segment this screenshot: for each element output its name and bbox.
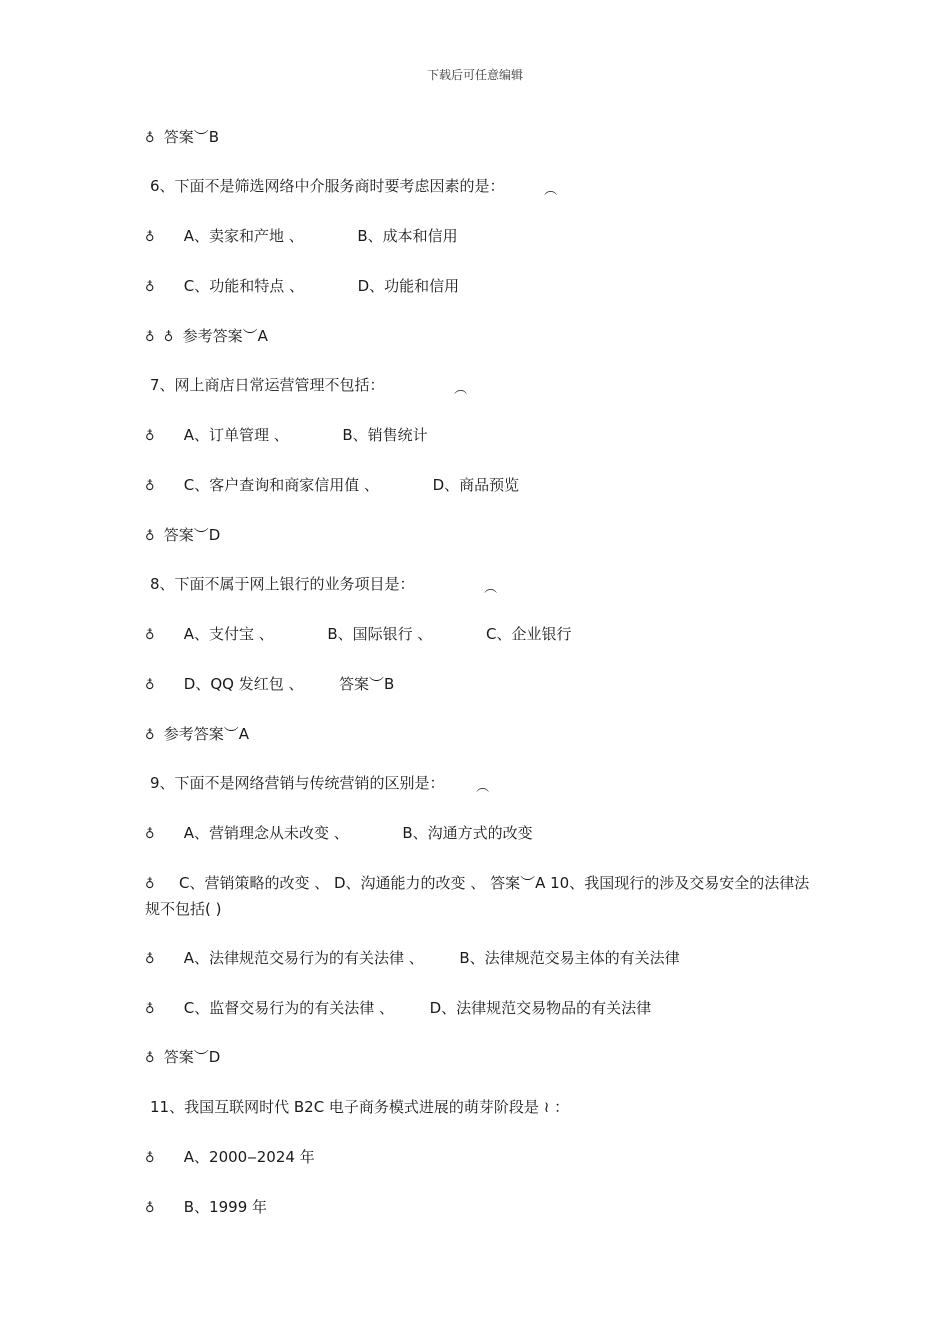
answer-5-text: 答案︶B (163, 128, 220, 146)
option-6a: A、卖家和产地 、 (183, 227, 304, 245)
bullet-icon: ♁ (163, 330, 174, 345)
bullet-icon: ♁ (145, 952, 155, 967)
paren-icon: ︵ (454, 382, 468, 397)
question-11-option-b (145, 1195, 267, 1221)
bullet-icon: ♁ (145, 827, 155, 842)
option-7a: A、订单管理 、 (183, 426, 289, 444)
answer-8 (145, 722, 249, 748)
question-8 (150, 572, 497, 601)
answer-8-text: 参考答案︶A (163, 725, 250, 743)
question-6-text: 6、下面不是筛选网络中介服务商时要考虑因素的是： (150, 177, 505, 195)
answer-7-text: 答案︶D (163, 526, 221, 544)
bullet-icon: ♁ (145, 1002, 155, 1017)
answer-10 (145, 1045, 220, 1071)
option-7b: B、销售统计 (342, 426, 428, 444)
question-11-option-a (145, 1145, 315, 1171)
bullet-icon: ♁ (145, 479, 155, 494)
question-6-options-cd (145, 274, 459, 300)
question-8-text: 8、下面不属于网上银行的业务项目是： (150, 575, 415, 593)
paren-icon: ︵ (476, 780, 490, 795)
paren-icon: ︵ (544, 183, 558, 198)
option-9b: B、沟通方式的改变 (402, 824, 533, 842)
question-11-text: 11、我国互联网时代 B2C 电子商务模式进展的萌芽阶段是 ≀ ： (150, 1098, 570, 1116)
question-10-options-ab (145, 946, 680, 972)
bullet-icon: ♁ (145, 529, 155, 544)
answer-8-inline: 答案︶B (339, 675, 395, 693)
option-8b: B、国际银行 、 (327, 625, 433, 643)
bullet-icon: ♁ (145, 728, 155, 743)
question-8-option-d (145, 672, 394, 698)
question-9 (150, 771, 489, 800)
option-9a: A、营销理念从未改变 、 (183, 824, 349, 842)
bullet-icon: ♁ (145, 628, 155, 643)
option-7c: C、客户查询和商家信用值 、 (183, 476, 380, 494)
question-9-options-cd-and-question-10 (145, 871, 815, 922)
paren-icon: ︵ (484, 581, 498, 596)
answer-10-text: 答案︶D (163, 1048, 221, 1066)
answer-5 (145, 125, 219, 151)
question-9-options-ab (145, 821, 533, 847)
question-9-text: 9、下面不是网络营销与传统营销的区别是： (150, 774, 445, 792)
bullet-icon: ♁ (145, 280, 155, 295)
bullet-icon: ♁ (145, 429, 155, 444)
bullet-icon: ♁ (145, 1151, 155, 1166)
answer-6-text: 参考答案︶A (182, 327, 268, 345)
q9-cd-q10-text: C、营销策略的改变 、 D、沟通能力的改变 、 答案︶A 10、我国现行的涉及交易安全的法律法规不包括( ) (145, 874, 810, 918)
page-header: 下载后可任意编辑 (426, 68, 523, 82)
question-6-options-ab (145, 224, 458, 250)
question-7-options-ab (145, 423, 428, 449)
option-10c: C、监督交易行为的有关法律 、 (183, 999, 395, 1017)
option-10d: D、法律规范交易物品的有关法律 (429, 999, 652, 1017)
option-7d: D、商品预览 (432, 476, 520, 494)
question-10-options-cd (145, 996, 651, 1022)
bullet-icon: ♁ (145, 1201, 155, 1216)
option-11a: A、2000‒2024 年 (183, 1148, 315, 1166)
question-7-text: 7、网上商店日常运营管理不包括： (150, 376, 385, 394)
bullet-icon: ♁ (145, 1051, 155, 1066)
question-11 (150, 1095, 569, 1120)
bullet-icon: ♁ (145, 131, 155, 146)
question-8-options-abc (145, 622, 571, 648)
option-6d: D、功能和信用 (357, 277, 460, 295)
bullet-icon: ♁ (145, 330, 155, 345)
bullet-icon: ♁ (145, 877, 155, 892)
option-8a: A、支付宝 、 (183, 625, 274, 643)
answer-6 (145, 324, 268, 350)
option-10a: A、法律规范交易行为的有关法律 、 (183, 949, 424, 967)
question-7-options-cd (145, 473, 519, 499)
question-6 (150, 174, 557, 203)
bullet-icon: ♁ (145, 230, 155, 245)
answer-7 (145, 523, 220, 549)
option-11b: B、1999 年 (183, 1198, 268, 1216)
option-8c: C、企业银行 (486, 625, 572, 643)
question-7 (150, 373, 467, 402)
option-6b: B、成本和信用 (357, 227, 458, 245)
option-8d: D、QQ 发红包 、 (183, 675, 304, 693)
option-10b: B、法律规范交易主体的有关法律 (459, 949, 680, 967)
option-6c: C、功能和特点 、 (183, 277, 305, 295)
bullet-icon: ♁ (145, 678, 155, 693)
